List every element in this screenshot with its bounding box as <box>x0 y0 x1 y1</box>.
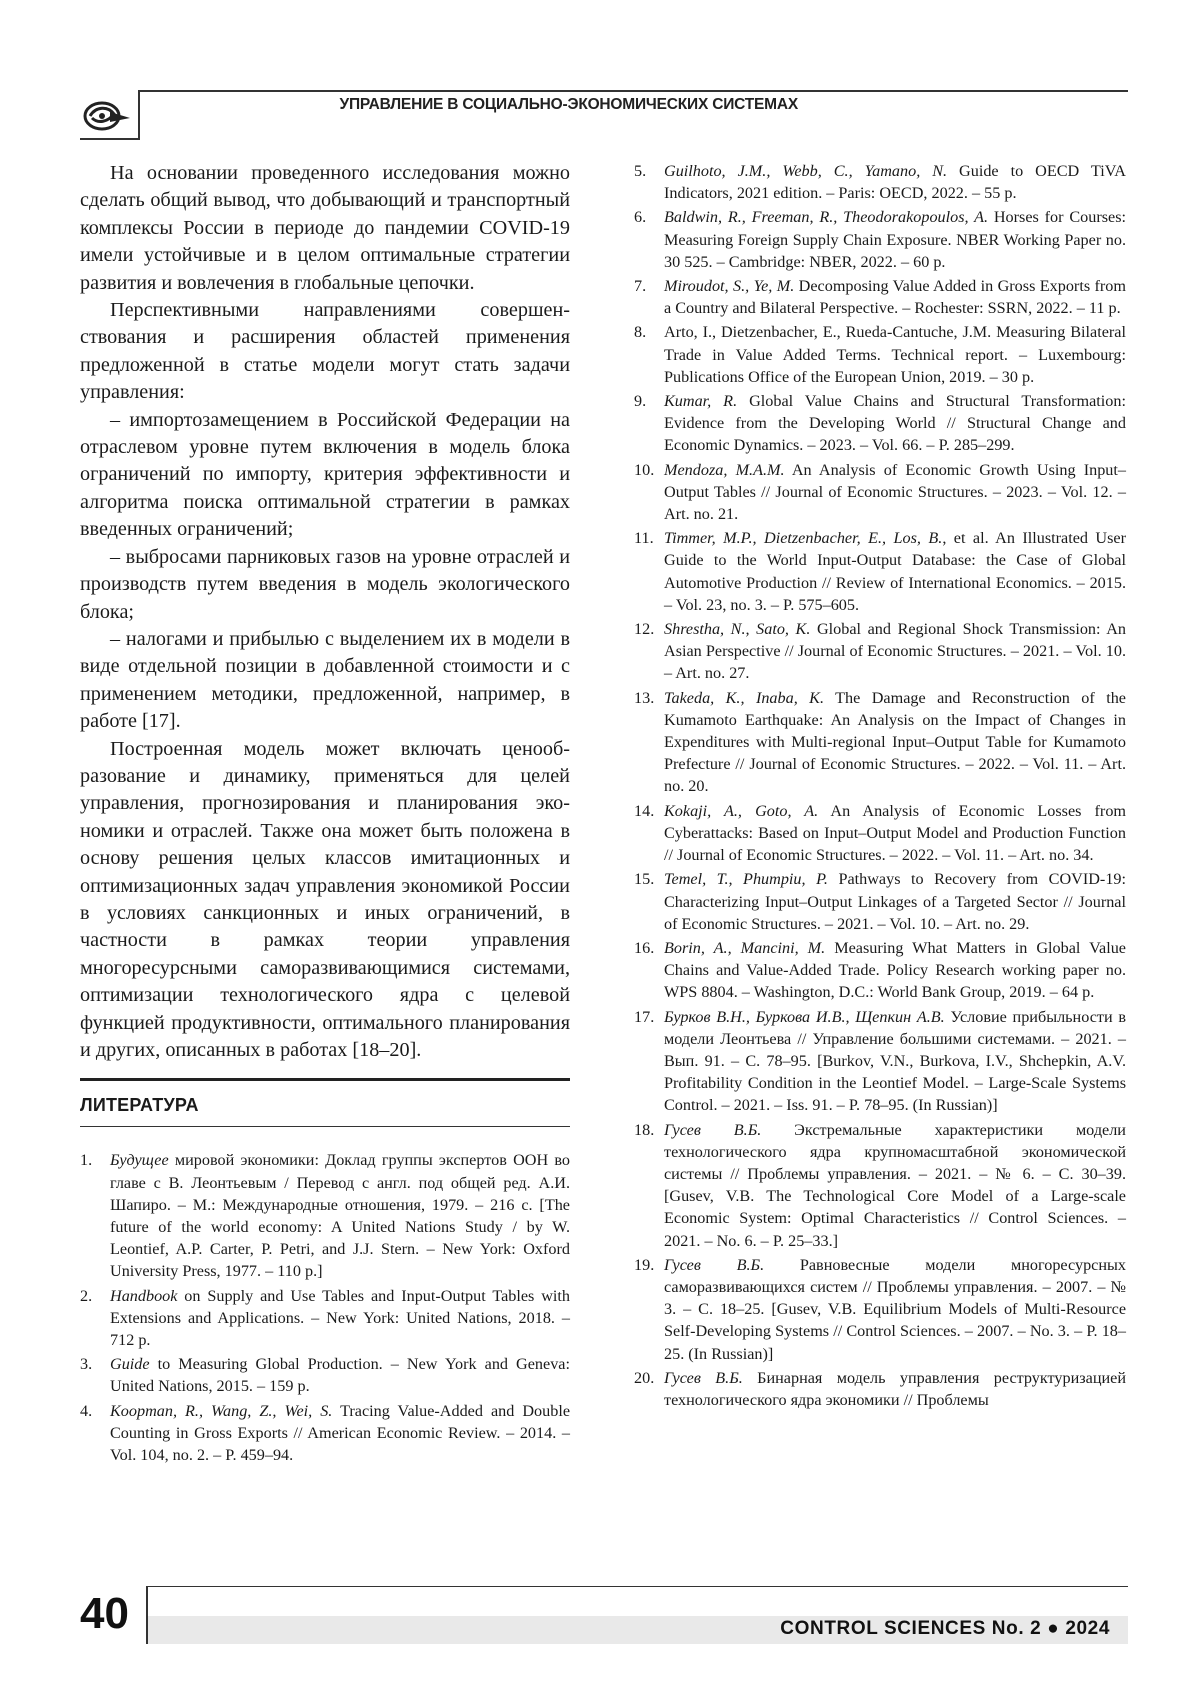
reference-item: 10. Mendoza, M.A.M. An Analysis of Economic Growth Using Input–Output Tables // Journal of Economic Structures. – 2023. – Vol. 12. – Art. no. 21. <box>634 460 1126 524</box>
reference-list-left <box>80 1149 570 1466</box>
page-number: 40 <box>80 1589 129 1638</box>
reference-item: 13. Takeda, K., Inaba, K. The Damage and Reconstruction of the Kumamoto Earthquake: An Analysis on the Impact of Changes in Expenditures with Multi-regional Input–Output Table for Kumamoto Prefecture // Journal of Economic Structures. – 2022. – Vol. 11. – Art. no. 20. <box>634 688 1126 796</box>
paragraph: Построенная модель может включать ценообразование и динамику, применяться для целей управления, прогнозирования и планирования экономики и отраслей. Также она может быть положена в основу решения целых классов имитационных и оптимизационных задач управления экономикой России в условиях санкционных и иных ограничений, в частности в рамках теории управления многоресурсными саморазвивающимися системами, оптимизации технологического ядра с целевой функцией продуктивности, оптимального планирования и других, описанных в работах [18–20]. <box>80 737 570 1061</box>
reference-item: 3. Guide to Measuring Global Production. – New York and Geneva: United Nations, 2015. – 159 p. <box>80 1355 570 1396</box>
right-column <box>634 160 1126 1413</box>
bullet-separator: ● <box>1047 1618 1060 1639</box>
journal-logo-icon <box>80 96 132 136</box>
list-item: – импортозамещением в Российской Федерации на отраслевом уровне путем включения в модель блока ограничений по импорту, критерия эффективности и алгоритма поиска оптимальной стратегии в рамках введенных ограничений; <box>80 408 570 541</box>
journal-year: 2024 <box>1065 1618 1110 1639</box>
literature-divider <box>80 1126 570 1127</box>
list-item: – налогами и прибылью с выделением их в модели в виде отдельной позиции в добавленной стоимости и с применением методики, предложенной, например, в работе [17]. <box>80 627 570 733</box>
reference-list-right <box>634 160 1126 1411</box>
running-footer <box>80 1586 1128 1646</box>
reference-item: 11. Timmer, M.P., Dietzenbacher, E., Los, B., et al. An Illustrated User Guide to the World Input-Output Database: the Case of Global Automotive Production // Review of International Economics. – 2015. – Vol. 23, no. 3. – P. 575–605. <box>634 529 1127 614</box>
literature-heading: ЛИТЕРАТУРА <box>80 1095 199 1116</box>
footer-horizontal-rule <box>146 1586 1128 1587</box>
reference-item: 8. Arto, I., Dietzenbacher, E., Rueda-Cantuche, J.M. Measuring Bilateral Trade in Value Added Terms. Technical report. – Luxembourg: Publications Office of the European Union, 2019. – 30 p. <box>634 323 1126 386</box>
reference-item: 4. Koopman, R., Wang, Z., Wei, S. Tracing Value-Added and Double Counting in Gross Exports // American Economic Review. – 2014. – Vol. 104, no. 2. – P. 459–94. <box>80 1401 570 1465</box>
reference-item: 2. Handbook on Supply and Use Tables and Input-Output Tables with Extensions and Applications. – New York: United Nations, 2018. – 712 p. <box>80 1286 570 1350</box>
reference-item: 5. Guilhoto, J.M., Webb, C., Yamano, N. Guide to OECD TiVA Indicators, 2021 edition. – Paris: OECD, 2022. – 55 p. <box>634 162 1126 203</box>
literature-rule <box>80 1078 570 1081</box>
journal-name <box>780 1618 1110 1640</box>
paragraph: На основании проведенного исследования можно сделать общий вывод, что добывающий и транспортный комплексы России в периоде до пандемии COVID-19 имели устойчивые и в целом оптимальные стратегии развития и вовлечения в глобальные цепочки. <box>80 162 570 294</box>
reference-item: 16. Borin, A., Mancini, M. Measuring What Matters in Global Value Chains and Value-Added Trade. Policy Research working paper no. WPS 8804. – Washington, D.C.: World Bank Group, 2019. – 64 p. <box>634 938 1126 1002</box>
section-title: УПРАВЛЕНИЕ В СОЦИАЛЬНО-ЭКОНОМИЧЕСКИХ СИСТЕМАХ <box>339 96 798 113</box>
reference-item: 20. Гусев В.Б. Бинарная модель управления реструктуризацией технологического ядра экономики // Проблемы <box>634 1368 1126 1409</box>
journal-issue: No. 2 <box>991 1618 1042 1639</box>
running-header <box>80 82 1128 140</box>
reference-item: 9. Kumar, R. Global Value Chains and Structural Transformation: Evidence from the Developing World // Structural Change and Economic Dynamics. – 2023. – Vol. 66. – P. 285–299. <box>634 392 1126 455</box>
journal-title: CONTROL SCIENCES <box>780 1618 986 1639</box>
reference-item: 19. Гусев В.Б. Равновесные модели многоресурсных саморазвивающихся систем // Проблемы управления. – 2007. – № 3. – С. 18–25. [Gusev, V.B. Equilibrium Models of Multi-Resource Self-Developing Systems // Control Sciences. – 2007. – No. 3. – P. 18–25. (In Russian)] <box>634 1255 1126 1363</box>
reference-item: 14. Kokaji, A., Goto, A. An Analysis of Economic Losses from Cyberattacks: Based on Input–Output Model and Production Function // Journal of Economic Structures. – 2022. – Vol. 11. – Art. no. 34. <box>634 801 1127 865</box>
reference-item: 18. Гусев В.Б. Экстремальные характеристики модели технологического ядра крупномасштабной экономической системы // Проблемы управления. – 2021. – № 6. – С. 30–39. [Gusev, V.B. The Technological Core Model of a Large-scale Economic System: Optimal Characteristics // Control Sciences. – 2021. – No. 6. – P. 25–33.] <box>634 1120 1126 1250</box>
reference-item: 15. Temel, T., Phumpiu, P. Pathways to Recovery from COVID-19: Characterizing Input–Output Linkages of a Targeted Sector // Journal of Economic Structures. – 2021. – Vol. 10. – Art. no. 29. <box>634 870 1127 933</box>
reference-item: 1. Будущее мировой экономики: Доклад группы экспертов ООН во главе с В. Леонтьевым / Перевод с англ. под общей ред. А.И. Шапиро. – М.: Международные отношения, 1979. – 216 с. [The future of the world economy: A United Nations Study / by W. Leontief, A.P. Carter, P. Petri, and J.J. Stern. – New York: Oxford University Press, 1977. – 110 p.] <box>80 1151 570 1281</box>
reference-item: 6. Baldwin, R., Freeman, R., Theodorakopoulos, A. Horses for Courses: Measuring Foreign Supply Chain Exposure. NBER Working Paper no. 30 525. – Cambridge: NBER, 2022. – 60 p. <box>634 208 1126 271</box>
header-vertical-rule <box>138 90 140 140</box>
header-horizontal-rule <box>138 90 1128 92</box>
paragraph: Перспективными направлениями совершенствования и расширения областей применения предложенной в статье модели могут стать задачи управления: <box>80 299 570 404</box>
list-item: – выбросами парниковых газов на уровне отраслей и производств путем введения в модель экологического блока; <box>80 545 570 623</box>
article-body <box>80 160 570 1064</box>
left-column <box>80 160 570 1468</box>
reference-item: 17. Бурков В.Н., Буркова И.В., Щепкин А.В. Условие прибыльности в модели Леонтьева // Управление большими системами. – 2021. – Вып. 91. – С. 78–95. [Burkov, V.N., Burkova, I.V., Shchepkin, A.V. Profitability Condition in the Leontief Model. – Large-Scale Systems Control. – 2021. – Iss. 91. – P. 78–95. (In Russian)] <box>634 1007 1126 1115</box>
reference-item: 12. Shrestha, N., Sato, K. Global and Regional Shock Transmission: An Asian Perspective // Journal of Economic Structures. – 2021. – Vol. 10. – Art. no. 27. <box>634 620 1126 683</box>
reference-item: 7. Miroudot, S., Ye, M. Decomposing Value Added in Gross Exports from a Country and Bilateral Perspective. – Rochester: SSRN, 2022. – 11 p. <box>634 277 1126 318</box>
header-logo-underline <box>80 138 140 140</box>
